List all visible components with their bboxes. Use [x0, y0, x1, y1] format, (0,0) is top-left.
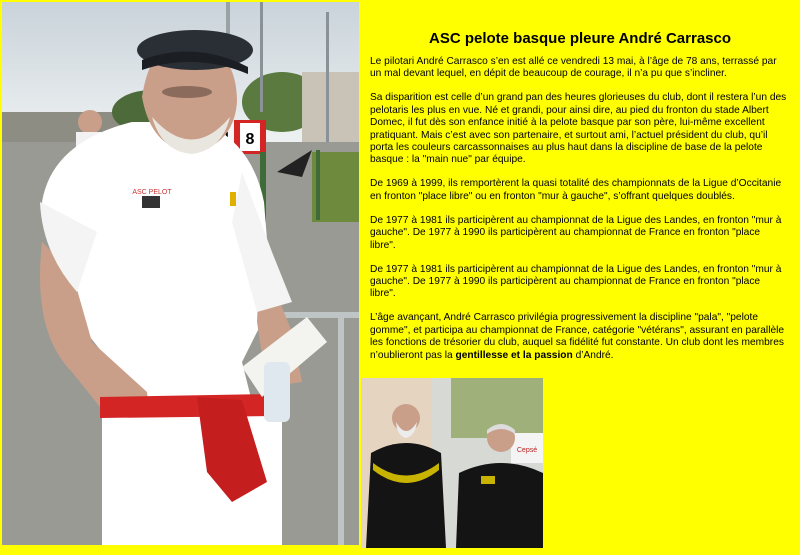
court-number-right: 8	[245, 131, 255, 148]
main-photo	[2, 2, 359, 545]
paragraph: Le pilotari André Carrasco s’en est allé ce vendredi 13 mai, à l’âge de 78 ans, terrassé par un mal devant lequel, en dépit de beaucoup de courage, il n’a pu que s’incliner.	[370, 56, 777, 80]
paragraph: De 1977 à 1981 ils participèrent au championnat de la Ligue des Landes, en fronton "mur à gauche". De 1977 à 1990 ils participèrent au championnat de France en fronton "place libre".	[370, 214, 782, 251]
paragraph-last	[370, 312, 788, 362]
paragraph: De 1969 à 1999, ils remportèrent la quasi totalité des championnats de la Ligue d’Occitanie en fronton "place libre" ou en fronton "mur à gauche", s’offrant quelques doublés.	[370, 178, 782, 202]
emphasis-text: gentillesse et la passion	[455, 349, 573, 361]
banner-text: Cepsé	[516, 447, 538, 454]
shirt-logo-text: ASC PELOT	[132, 189, 172, 196]
paragraph-text: d’André.	[572, 349, 614, 361]
article-body	[370, 56, 788, 374]
two-players-illustration	[361, 378, 543, 548]
pilotari-portrait-illustration	[2, 2, 359, 545]
team-photo	[361, 378, 543, 548]
paragraph: Sa disparition est celle d’un grand pan des heures glorieuses du club, dont il restera l’un des pelotaris les plus en vue. Né et grandi, pour ainsi dire, au pied du fronton du stade Albert Domec, il fut dès son enfance initié à la pelote basque par son père, lui-même excellent pratiquant. Mais c’est avec son partenaire, et surtout ami, l’actuel président du club, qu’il porta les couleurs carcassonnaises au plus haut dans la discipline de base de la pelote basque : la "main nue" par équipe.	[370, 92, 787, 166]
article-title: ASC pelote basque pleure André Carrasco	[428, 30, 732, 47]
paragraph: De 1977 à 1981 ils participèrent au championnat de la Ligue des Landes, en fronton "mur à gauche". De 1977 à 1990 ils participèrent au championnat de France en fronton "place libre".	[370, 263, 782, 300]
paragraph-text: L’âge avançant, André Carrasco privilégia progressivement la discipline "pala", "pelote gomme", et participa au championnat de France, catégorie "vétérans", assurant en parallèle les fonctions de trésorier du club, auquel sa fidélité fut constante. Un club dont les membres n’oublieront pas la	[370, 312, 785, 361]
